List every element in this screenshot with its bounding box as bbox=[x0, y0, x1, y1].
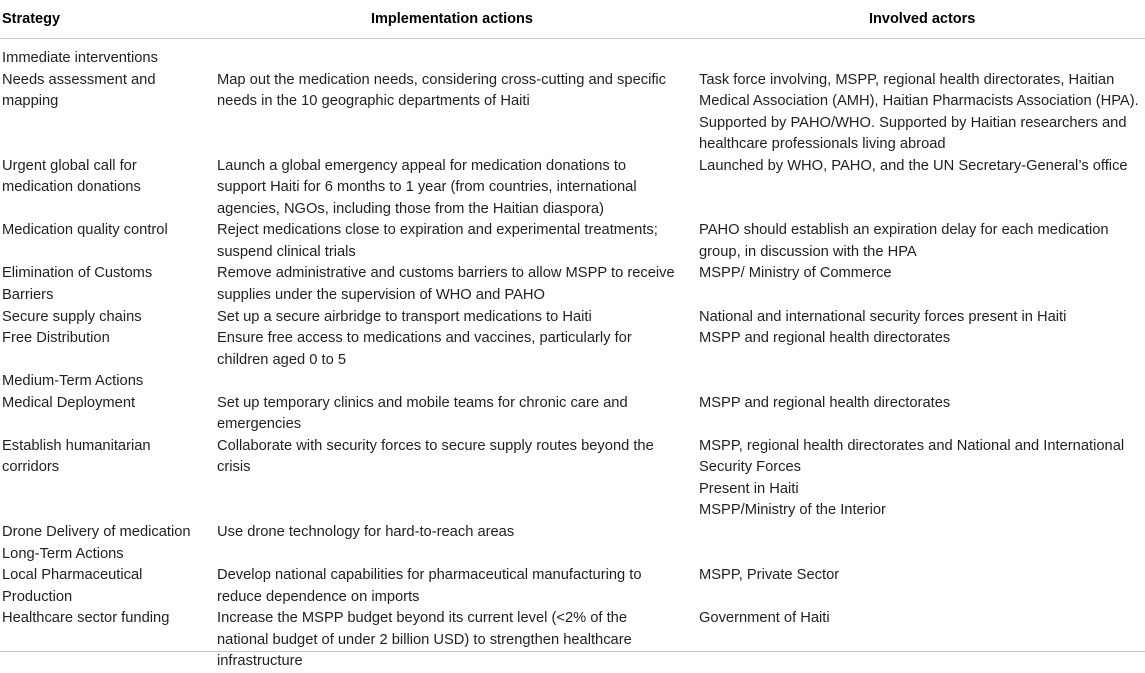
spacer-line bbox=[217, 113, 687, 135]
column-implementation-actions-line: suspend clinical trials bbox=[217, 243, 356, 260]
column-implementation-actions-line: Increase the MSPP budget beyond its current level (<2% of the bbox=[217, 610, 627, 627]
column-implementation-actions-line: Set up temporary clinics and mobile teams for chronic care and bbox=[217, 394, 628, 411]
spacer-line bbox=[699, 199, 1145, 221]
spacer-line bbox=[699, 414, 1145, 436]
column-implementation-actions-line: national budget of under 2 billion USD) to strengthen healthcare bbox=[217, 631, 632, 648]
column-implementation-actions-line: needs in the 10 geographic departments of Haiti bbox=[217, 93, 530, 110]
spacer-line bbox=[217, 134, 687, 156]
column-header-implementation-actions: Implementation actions bbox=[371, 11, 533, 27]
column-involved-actors-line: Supported by PAHO/WHO. Supported by Haitian researchers and bbox=[699, 114, 1127, 131]
column-involved-actors-line: Medical Association (AMH), Haitian Pharmacists Association (HPA). bbox=[699, 93, 1139, 110]
column-strategy-line: mapping bbox=[2, 93, 59, 110]
column-involved-actors-line: Present in Haiti bbox=[699, 480, 799, 497]
column-involved-actors bbox=[699, 39, 1145, 673]
column-involved-actors-line: PAHO should establish an expiration delay for each medication bbox=[699, 222, 1109, 239]
column-strategy-line: Medium-Term Actions bbox=[2, 373, 144, 390]
column-strategy-line: Local Pharmaceutical bbox=[2, 567, 143, 584]
column-involved-actors-line: Task force involving, MSPP, regional health directorates, Haitian bbox=[699, 71, 1115, 88]
column-strategy-line: corridors bbox=[2, 459, 60, 476]
column-implementation-actions-line: children aged 0 to 5 bbox=[217, 351, 347, 368]
spacer-line bbox=[699, 350, 1145, 372]
column-strategy-line: Free Distribution bbox=[2, 330, 110, 347]
column-implementation-actions-line: reduce dependence on imports bbox=[217, 588, 420, 605]
column-strategy-line: Secure supply chains bbox=[2, 308, 142, 325]
column-involved-actors-line: MSPP/ Ministry of Commerce bbox=[699, 265, 892, 282]
column-implementation-actions-line: Collaborate with security forces to secure supply routes beyond the bbox=[217, 437, 654, 454]
column-strategy bbox=[2, 39, 208, 673]
column-implementation-actions-line: emergencies bbox=[217, 416, 302, 433]
column-implementation-actions-line: Develop national capabilities for pharmaceutical manufacturing to bbox=[217, 567, 642, 584]
column-implementation-actions-line: Launch a global emergency appeal for medication donations to bbox=[217, 157, 627, 174]
spacer-line bbox=[2, 500, 208, 522]
column-implementation-actions-line: supplies under the supervision of WHO and PAHO bbox=[217, 287, 545, 304]
column-implementation-actions bbox=[217, 39, 687, 673]
column-implementation-actions-line: support Haiti for 6 months to 1 year (from countries, international bbox=[217, 179, 637, 196]
spacer-line bbox=[2, 414, 208, 436]
column-implementation-actions-line: Ensure free access to medications and vaccines, particularly for bbox=[217, 330, 632, 347]
column-strategy-line: Immediate interventions bbox=[2, 50, 158, 66]
spacer-line bbox=[2, 199, 208, 221]
spacer-line bbox=[2, 651, 208, 673]
column-involved-actors-line: National and international security forces present in Haiti bbox=[699, 308, 1067, 325]
column-involved-actors-line: Security Forces bbox=[699, 459, 802, 476]
column-strategy-line: Drone Delivery of medication bbox=[2, 524, 191, 541]
column-header-involved-actors: Involved actors bbox=[869, 11, 976, 27]
column-header-strategy: Strategy bbox=[2, 11, 61, 27]
column-involved-actors-line: group, in discussion with the HPA bbox=[699, 243, 917, 260]
column-strategy-line: Elimination of Customs bbox=[2, 265, 153, 282]
spacer-line bbox=[217, 48, 687, 70]
spacer-line bbox=[217, 371, 687, 393]
table-body bbox=[0, 39, 1145, 670]
column-implementation-actions-line: infrastructure bbox=[217, 653, 303, 670]
column-strategy-line: Urgent global call for bbox=[2, 157, 137, 174]
column-strategy-line: Medication quality control bbox=[2, 222, 168, 239]
spacer-line bbox=[217, 500, 687, 522]
column-involved-actors-line: MSPP and regional health directorates bbox=[699, 394, 951, 411]
column-implementation-actions-line: Map out the medication needs, considering cross-cutting and specific bbox=[217, 71, 667, 88]
spacer-line bbox=[2, 242, 208, 264]
column-strategy-line: Medical Deployment bbox=[2, 394, 136, 411]
spacer-line bbox=[217, 544, 687, 566]
column-strategy-line: Long-Term Actions bbox=[2, 545, 124, 562]
column-involved-actors-line: Launched by WHO, PAHO, and the UN Secretary-General’s office bbox=[699, 157, 1128, 174]
spacer-line bbox=[2, 113, 208, 135]
column-strategy-line: Healthcare sector funding bbox=[2, 610, 170, 627]
column-involved-actors-line: MSPP, Private Sector bbox=[699, 567, 840, 584]
column-involved-actors-line: MSPP/Ministry of the Interior bbox=[699, 502, 886, 519]
spacer-line bbox=[2, 479, 208, 501]
column-implementation-actions-line: Set up a secure airbridge to transport medications to Haiti bbox=[217, 308, 592, 325]
column-involved-actors-line: Government of Haiti bbox=[699, 610, 830, 627]
spacer-line bbox=[2, 630, 208, 652]
column-strategy-line: Needs assessment and bbox=[2, 71, 156, 88]
spacer-line bbox=[699, 630, 1145, 652]
column-implementation-actions-line: crisis bbox=[217, 459, 251, 476]
spacer-line bbox=[2, 350, 208, 372]
column-implementation-actions-line: Reject medications close to expiration and experimental treatments; bbox=[217, 222, 658, 239]
spacer-line bbox=[2, 134, 208, 156]
column-implementation-actions-line: agencies, NGOs, including those from the Haitian diaspora) bbox=[217, 200, 604, 217]
column-involved-actors-line: MSPP, regional health directorates and National and International bbox=[699, 437, 1125, 454]
column-involved-actors-line: MSPP and regional health directorates bbox=[699, 330, 951, 347]
table-header-row bbox=[0, 0, 1145, 39]
spacer-line bbox=[699, 371, 1145, 393]
spacer-line bbox=[699, 285, 1145, 307]
spacer-line bbox=[699, 544, 1145, 566]
spacer-line bbox=[699, 651, 1145, 673]
column-implementation-actions-line: Remove administrative and customs barriers to allow MSPP to receive bbox=[217, 265, 675, 282]
column-implementation-actions-line: Use drone technology for hard-to-reach areas bbox=[217, 524, 515, 541]
spacer-line bbox=[699, 522, 1145, 544]
column-strategy-line: Production bbox=[2, 588, 73, 605]
spacer-line bbox=[217, 479, 687, 501]
spacer-line bbox=[699, 177, 1145, 199]
column-strategy-line: Barriers bbox=[2, 287, 54, 304]
spacer-line bbox=[699, 587, 1145, 609]
column-involved-actors-line: healthcare professionals living abroad bbox=[699, 136, 946, 153]
bottom-rule bbox=[0, 651, 1145, 652]
spacer-line bbox=[699, 48, 1145, 70]
column-strategy-line: Establish humanitarian bbox=[2, 437, 151, 454]
column-strategy-line: medication donations bbox=[2, 179, 141, 196]
